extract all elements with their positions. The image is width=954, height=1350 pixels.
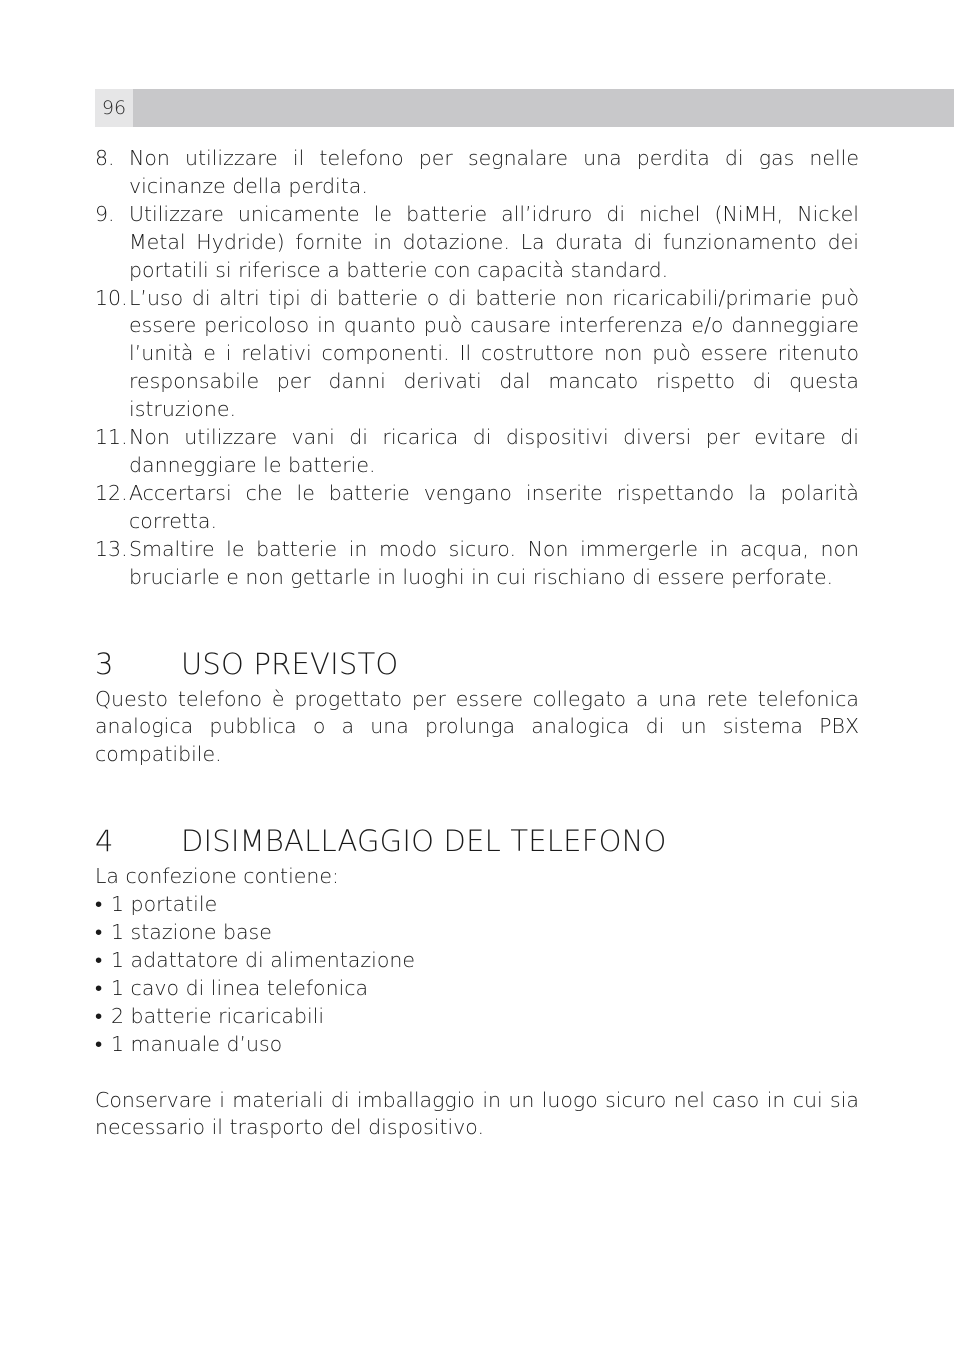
list-item-text: 1 portatile <box>111 892 218 917</box>
list-item <box>95 424 859 480</box>
bullet-icon: • <box>95 1031 103 1056</box>
list-item-number: 11. <box>95 425 128 450</box>
list-item <box>95 1003 859 1031</box>
bullet-icon: • <box>95 920 103 945</box>
list-item-number: 13. <box>95 536 128 561</box>
list-item-text: 1 stazione base <box>111 920 272 945</box>
list-item <box>95 285 859 425</box>
page-header-bar <box>95 89 954 127</box>
bullet-icon: • <box>95 892 103 917</box>
list-item <box>95 480 859 536</box>
list-item <box>95 919 859 947</box>
section-number: 4 <box>95 824 114 859</box>
list-item-text: Non utilizzare il telefono per segnalare una perdita di gas nelle vicinanze della perdita. <box>129 146 859 198</box>
bullet-icon: • <box>95 1003 103 1028</box>
list-item-text: Smaltire le batterie in modo sicuro. Non immergerle in acqua, non bruciarle e non gettarle in luoghi in cui rischiano di essere perforate. <box>129 536 859 589</box>
section-heading-disimballaggio <box>95 824 859 858</box>
section-title: DISIMBALLAGGIO DEL TELEFONO <box>181 824 667 859</box>
list-item <box>95 1031 859 1059</box>
list-item <box>95 536 859 592</box>
list-item <box>95 975 859 1003</box>
package-contents-list <box>95 891 859 1058</box>
list-item <box>95 947 859 975</box>
section-number: 3 <box>95 646 114 681</box>
list-item-text: 2 batterie ricaricabili <box>111 1003 325 1028</box>
bullet-icon: • <box>95 975 103 1000</box>
list-item-text: 1 adattatore di alimentazione <box>111 947 415 972</box>
list-item <box>95 145 859 201</box>
packaging-storage-note: Conservare i materiali di imballaggio in un luogo sicuro nel caso in cui sia necessario il trasporto del dispositivo. <box>95 1087 859 1140</box>
list-item-text: 1 manuale d’uso <box>111 1031 283 1056</box>
list-item-text: Utilizzare unicamente le batterie all’idruro di nichel (NiMH, Nickel Metal Hydride) fornite in dotazione. La durata di funzionamento dei portatili si riferisce a batterie con capacità standard. <box>129 201 859 282</box>
safety-instructions-list <box>95 145 859 592</box>
list-item-text: Accertarsi che le batterie vengano inserite rispettando la polarità corretta. <box>129 480 859 533</box>
list-item-number: 8. <box>95 146 115 170</box>
page-number: 96 <box>95 89 133 127</box>
list-item-number: 10. <box>95 285 128 310</box>
list-item-number: 9. <box>95 201 115 226</box>
list-item-text: L’uso di altri tipi di batterie o di batterie non ricaricabili/primarie può essere pericoloso in quanto può causare interferenza e/o danneggiare l’unità e i relativi componenti. Il costruttore non può essere ritenuto responsabile per danni derivati dal mancato rispetto di questa istruzione. <box>129 285 859 422</box>
bullet-icon: • <box>95 947 103 972</box>
list-item-text: Non utilizzare vani di ricarica di dispositivi diversi per evitare di danneggiare le batterie. <box>129 425 859 477</box>
list-item-number: 12. <box>95 480 128 505</box>
list-item-text: 1 cavo di linea telefonica <box>111 975 369 1000</box>
page-content <box>95 145 859 1142</box>
list-item <box>95 201 859 285</box>
section-title: USO PREVISTO <box>181 646 399 681</box>
section-heading-uso-previsto <box>95 647 859 681</box>
section-body-uso-previsto: Questo telefono è progettato per essere collegato a una rete telefonica analogica pubblica o a una prolunga analogica di un sistema PBX compatibile. <box>95 686 859 767</box>
package-contents-intro: La confezione contiene: <box>95 864 339 889</box>
list-item <box>95 891 859 919</box>
